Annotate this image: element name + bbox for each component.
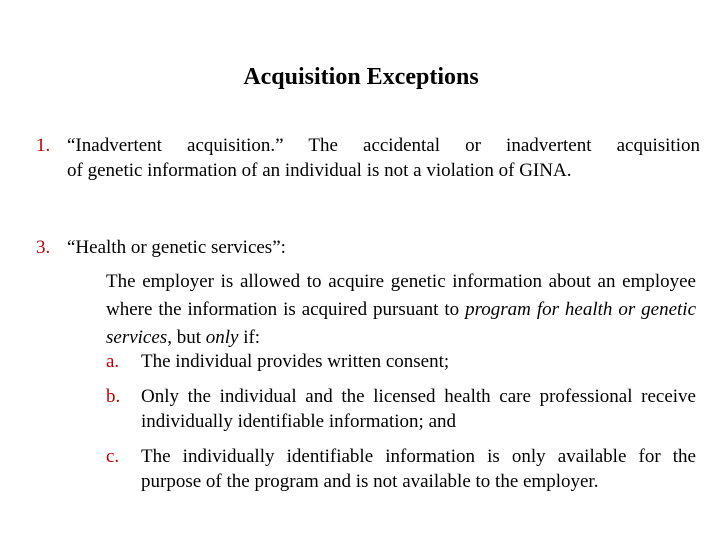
sub-item-c bbox=[106, 444, 696, 494]
list-item-text-line: “Inadvertent acquisition.” The accidental or inadvertent acquisition bbox=[67, 135, 700, 156]
sub-item-letter: c. bbox=[106, 446, 120, 467]
paragraph-emphasis: only bbox=[205, 327, 239, 348]
list-item-text: “Health or genetic services”: bbox=[67, 237, 286, 258]
list-number: 1. bbox=[36, 135, 51, 156]
list-item-3 bbox=[36, 235, 700, 260]
sub-item-letter: b. bbox=[106, 386, 121, 407]
exception-paragraph bbox=[106, 268, 696, 352]
paragraph-text: , but bbox=[167, 327, 206, 348]
list-number: 3. bbox=[36, 237, 51, 258]
list-item-1 bbox=[36, 133, 700, 183]
sub-item-text: Only the individual and the licensed health care professional receive individually identifiable information; and bbox=[141, 386, 696, 432]
sub-item-letter: a. bbox=[106, 351, 120, 372]
list-item-text-line: of genetic information of an individual is not a violation of GINA. bbox=[67, 160, 572, 181]
sub-item-b bbox=[106, 384, 696, 434]
paragraph-emphasis: program for health or genetic services bbox=[106, 299, 697, 348]
sub-item-text: The individual provides written consent; bbox=[141, 351, 450, 372]
slide-title: Acquisition Exceptions bbox=[243, 64, 479, 90]
paragraph-text: if: bbox=[238, 327, 261, 348]
sub-item-a bbox=[106, 349, 696, 374]
list-item-text bbox=[67, 133, 700, 183]
sub-item-text: The individually identifiable information is only available for the purpose of the program and is not available to the employer. bbox=[141, 446, 696, 492]
paragraph-text: The employer is allowed to acquire genetic information about an employee where the information is acquired pursuant to bbox=[106, 271, 696, 320]
